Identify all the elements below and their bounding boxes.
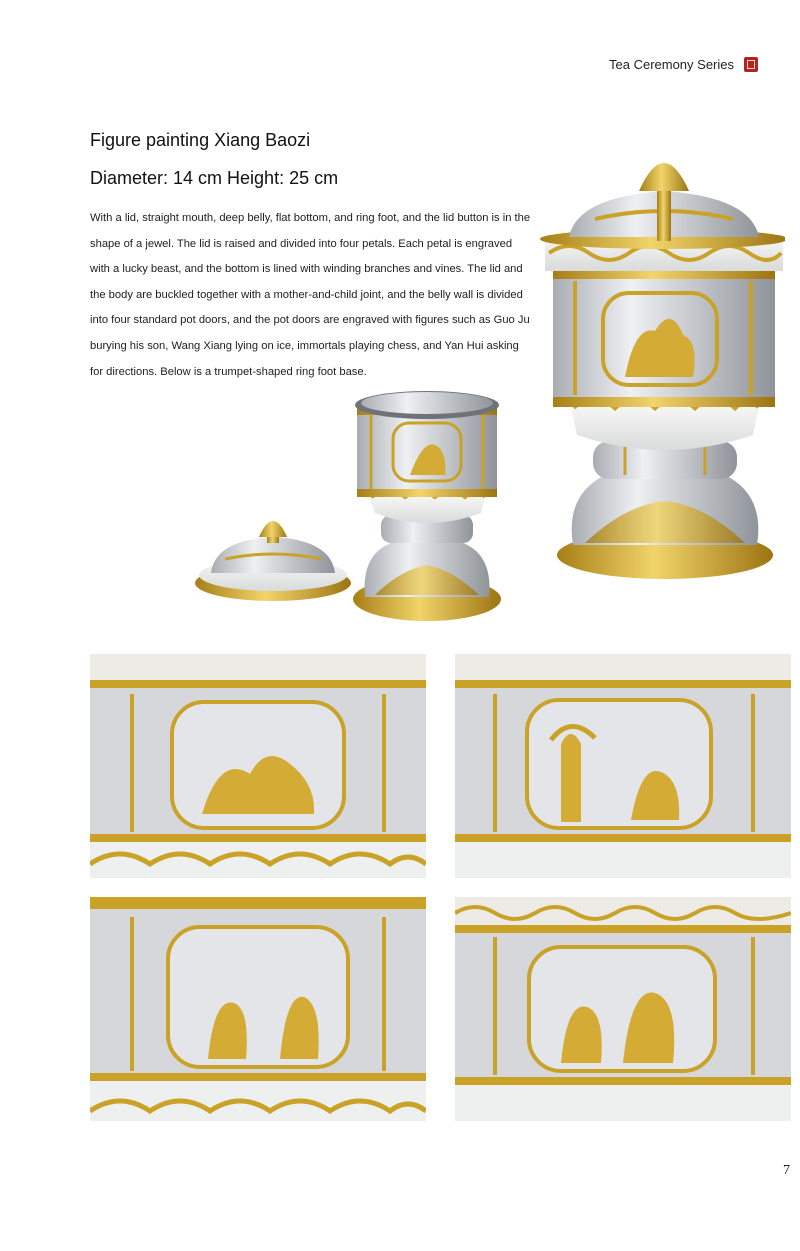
product-description: With a lid, straight mouth, deep belly, flat bottom, and ring foot, and the lid button is in the shape of a jewel. The lid is raised and divided into four petals. Each petal is engraved with a lucky beast, and the bottom is lined with winding branches and vines. The lid and the body are buckled together with a mother-and-child joint, and the belly wall is divided into four standard pot doors, and the pot doors are engraved with figures such as Guo Ju burying his son, Wang Xiang lying on ice, immortals playing chess, and Yan Hui asking for directions. Below is a trumpet-shaped ring foot base. (90, 212, 531, 378)
product-title: Figure painting Xiang Baozi (90, 130, 311, 150)
detail-photo-panel-1 (90, 654, 426, 878)
header-series (609, 57, 758, 72)
jar-lid (195, 521, 351, 601)
detail-photo-panel-2 (455, 654, 791, 878)
series-label: Tea Ceremony Series (609, 57, 734, 72)
red-seal-icon (744, 57, 758, 72)
jar-assembled (540, 163, 785, 579)
jar-open (353, 391, 501, 621)
detail-photo-panel-3 (90, 897, 426, 1121)
product-photo-jars (185, 145, 785, 635)
detail-photo-panel-4 (455, 897, 791, 1121)
page-number: 7 (783, 1163, 790, 1178)
product-dimensions: Diameter: 14 cm Height: 25 cm (90, 168, 339, 188)
